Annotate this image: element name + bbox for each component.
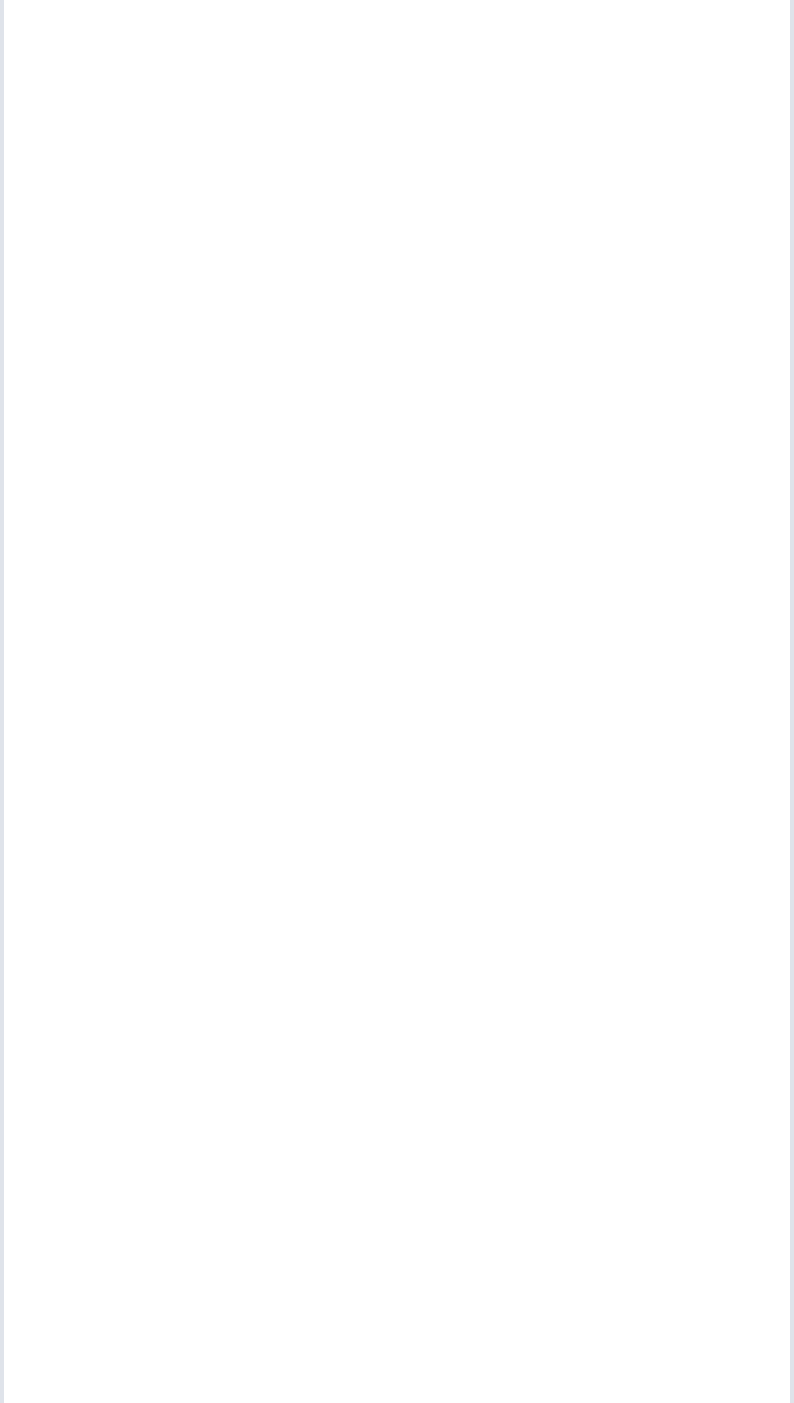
bottom-star-border	[6, 1296, 788, 1400]
page-left-edge	[0, 0, 4, 1403]
page-right-edge	[790, 0, 794, 1403]
top-star-border	[6, 0, 788, 104]
